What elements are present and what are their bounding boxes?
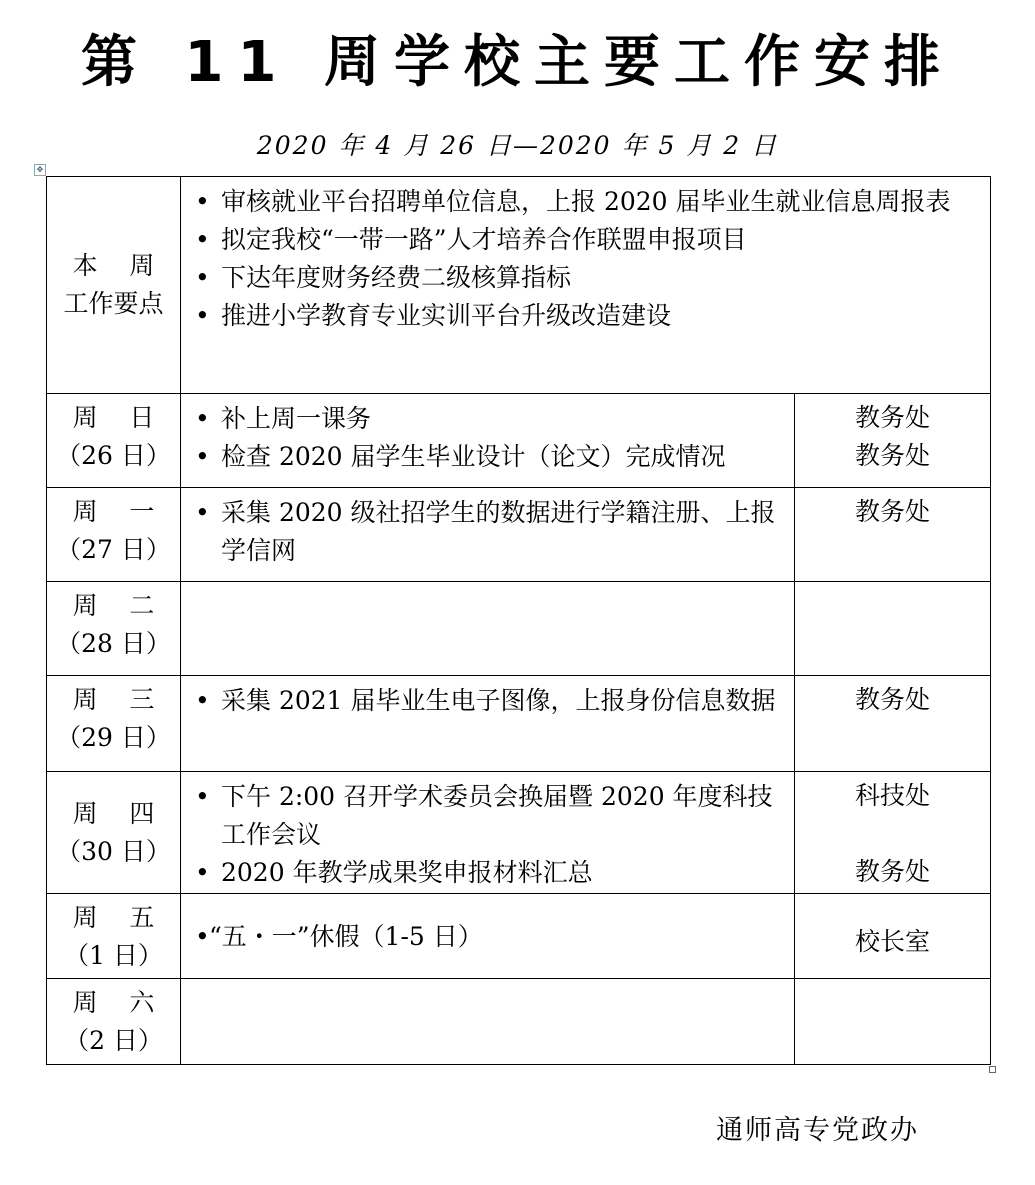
day-cell [47,894,181,979]
dept-name: 教务处 [854,403,930,432]
day-cell [47,488,181,582]
highlights-row [47,177,991,394]
date-range: 2020 年 4 月 26 日—2020 年 5 月 2 日 [256,131,779,160]
highlights-label [47,177,181,394]
tasks-cell [181,979,795,1065]
tasks-cell [181,894,795,979]
tasks-cell [181,582,795,676]
list-item [181,438,794,476]
task-text: 补上周一课务 [221,404,372,433]
task-text: “五・一”休假（1-5 日） [209,922,483,951]
day-name: 周 二 [72,591,155,620]
highlight-text: 推进小学教育专业实训平台升级改造建设 [221,301,672,330]
list-item [181,183,990,221]
day-date: （30 日） [56,836,171,866]
day-cell [47,772,181,894]
highlights-label-line2: 工作要点 [63,289,164,318]
table-row [47,394,991,488]
schedule-table [46,176,991,1065]
task-text: 2020 年教学成果奖申报材料汇总 [221,858,593,887]
bullet-icon: • [195,404,210,433]
day-name: 周 三 [72,685,155,714]
bullet-icon: • [195,263,210,292]
highlight-text: 下达年度财务经费二级核算指标 [221,263,572,292]
day-cell [47,582,181,676]
dept-name: 教务处 [854,857,930,886]
day-name: 周 六 [72,988,155,1017]
day-cell [47,676,181,772]
table-row [47,582,991,676]
day-date: （29 日） [56,723,171,752]
highlights-label-line1: 本 周 [72,251,155,280]
dept-name: 教务处 [854,685,930,714]
dept-cell [795,394,991,488]
dept-cell [795,488,991,582]
list-item [181,778,794,854]
day-date: （1 日） [64,941,163,970]
tasks-cell [181,772,795,894]
day-date: （26 日） [56,441,171,470]
table-row [47,979,991,1065]
dept-cell [795,582,991,676]
bullet-icon: • [195,498,210,527]
dept-cell [795,894,991,979]
dept-name: 教务处 [854,497,930,526]
list-item [181,259,990,297]
task-text: 采集 2020 级社招学生的数据进行学籍注册、上报学信网 [221,498,776,565]
day-cell [47,979,181,1065]
table-row [47,772,991,894]
highlight-text: 拟定我校“一带一路”人才培养合作联盟申报项目 [221,225,747,254]
task-text: 检查 2020 届学生毕业设计（论文）完成情况 [221,442,726,471]
list-item [181,400,794,438]
bullet-icon: • [195,922,210,951]
bullet-icon: • [195,686,210,715]
day-name: 周 五 [72,903,155,932]
dept-cell [795,676,991,772]
highlights-items [181,177,991,394]
highlight-text: 审核就业平台招聘单位信息，上报 2020 届毕业生就业信息周报表 [221,187,951,216]
bullet-icon: • [195,301,210,330]
list-item [181,682,794,720]
table-row [47,676,991,772]
dept-name: 科技处 [854,781,930,810]
table-row [47,488,991,582]
day-name: 周 四 [72,798,155,828]
list-item [181,221,990,259]
bullet-icon: • [195,782,210,811]
task-text: 采集 2021 届毕业生电子图像，上报身份信息数据 [221,686,776,715]
tasks-cell [181,676,795,772]
bullet-icon: • [195,225,210,254]
dept-name: 教务处 [854,441,930,470]
page-title: 第 11 周学校主要工作安排 [81,30,954,95]
day-cell [47,394,181,488]
tasks-cell [181,488,795,582]
bullet-icon: • [195,442,210,471]
day-date: （2 日） [64,1026,163,1055]
dept-cell [795,979,991,1065]
table-resize-handle[interactable] [989,1066,996,1073]
dept-cell [795,772,991,894]
bullet-icon: • [195,187,210,216]
list-item [181,918,794,956]
day-name: 周 日 [72,403,155,432]
table-row [47,894,991,979]
dept-name: 校长室 [854,927,930,956]
bullet-icon: • [195,858,210,887]
footer-signature: 通师高专党政办 [716,1115,919,1146]
list-item [181,297,990,335]
table-move-handle-icon[interactable]: ✥ [34,164,46,176]
day-date: （28 日） [56,629,171,658]
task-text: 下午 2:00 召开学术委员会换届暨 2020 年度科技工作会议 [221,782,773,849]
day-date: （27 日） [56,535,171,564]
day-name: 周 一 [72,497,155,526]
tasks-cell [181,394,795,488]
list-item [181,494,794,570]
list-item [181,854,794,892]
